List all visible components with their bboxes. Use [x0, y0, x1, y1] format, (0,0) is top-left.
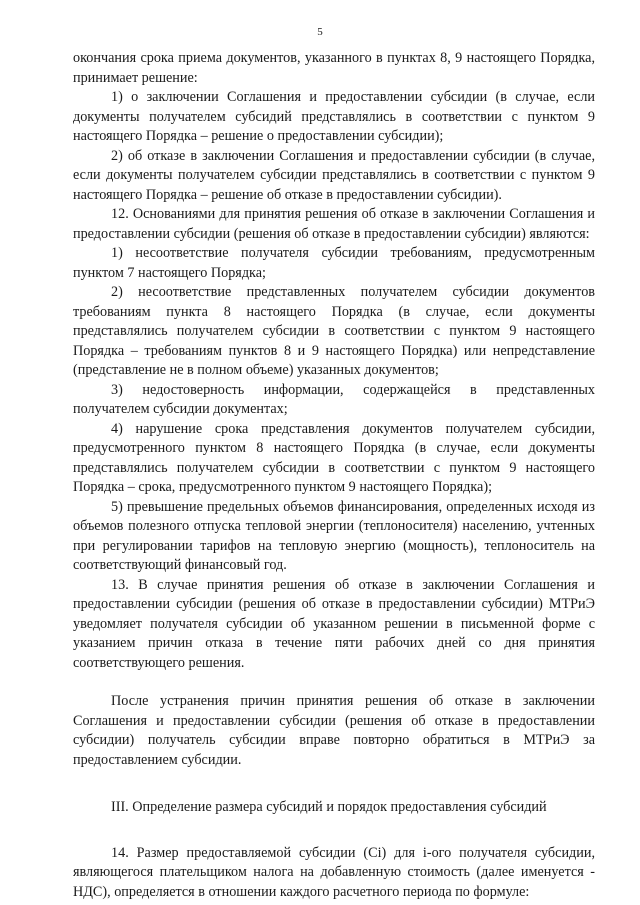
paragraph-8: 5) превышение предельных объемов финансирования, определенных исходя из объемов полезного отпуска тепловой энергии (теплоносителя) населению, учтенных при регулировании тарифов на тепловую энергию (мощность), теплоноситель на соответствующий финансовый год. — [73, 498, 595, 573]
paragraph-3: 12. Основаниями для принятия решения об отказе в заключении Соглашения и предоставлении субсидии (решения об отказе в предоставлении субсидии) являются: — [73, 206, 595, 242]
page-number: 5 — [317, 26, 323, 38]
document-body — [73, 49, 595, 902]
paragraph-0: окончания срока приема документов, указанного в пунктах 8, 9 настоящего Порядка, принимает решение: — [73, 50, 595, 86]
paragraph-7: 4) нарушение срока представления документов получателем субсидии, предусмотренного пунктом 8 настоящего Порядка (в случае, если документы представлялись получателем субсидии в соответствии с пунктом 9 настоящего Порядка – срока, предусмотренного пунктом 9 настоящего Порядка); — [73, 420, 595, 495]
paragraph-5: 2) несоответствие представленных получателем субсидии документов требованиям пункта 8 настоящего Порядка (в случае, если документы представлялись получателем субсидии в соответствии с пунктом 9 настоящего Порядка – требованиям пунктов 8 и 9 настоящего Порядка) или непредставление (представление не в полном объеме) указанных документов; — [73, 284, 595, 378]
paragraph-1: 1) о заключении Соглашения и предоставлении субсидии (в случае, если документы получателем субсидий представлялись в соответствии с пунктом 9 настоящего Порядка – решение о предоставлении субсидии); — [73, 89, 595, 144]
paragraph-4: 1) несоответствие получателя субсидии требованиям, предусмотренным пунктом 7 настоящего Порядка; — [73, 245, 595, 281]
paragraph-6: 3) недостоверность информации, содержащейся в представленных получателем субсидии документах; — [73, 381, 595, 417]
paragraph-10: После устранения причин принятия решения об отказе в заключении Соглашения и предоставлении субсидии (решения об отказе в предоставлении субсидии) получатель субсидии вправе повторно обратиться в МТРиЭ за предоставлением субсидии. — [73, 693, 595, 768]
paragraph-11: 14. Размер предоставляемой субсидии (Ci) для i-ого получателя субсидии, являющегося плательщиком налога на добавленную стоимость (далее именуется - НДС), определяется в отношении каждого расчетного периода по формуле: — [73, 844, 595, 900]
paragraph-9: 13. В случае принятия решения об отказе в заключении Соглашения и предоставлении субсидии (решения об отказе в предоставлении субсидии) МТРиЭ уведомляет получателя субсидии об указанном решении в письменной форме с указанием причин отказа в течение пяти рабочих дней со дня принятия соответствующего решения. — [73, 576, 595, 671]
section-heading: III. Определение размера субсидий и порядок предоставления субсидий — [111, 799, 547, 815]
paragraph-2: 2) об отказе в заключении Соглашения и предоставлении субсидии (в случае, если документы получателем субсидии представлялись в соответствии с пунктом 9 настоящего Порядка – решение об отказе в предоставлении субсидии). — [73, 147, 595, 203]
